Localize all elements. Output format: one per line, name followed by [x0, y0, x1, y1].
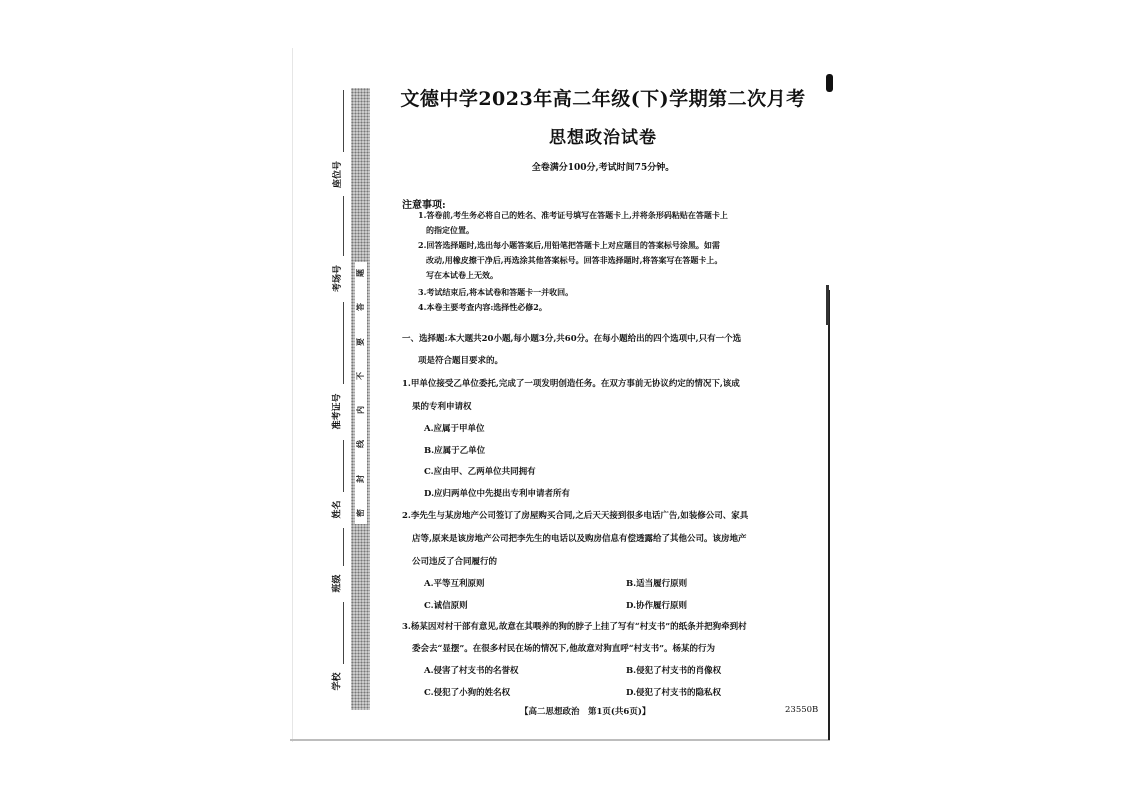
exam-code: 23550B: [785, 705, 819, 715]
scan-artifact-edge-mark: [826, 285, 829, 325]
seal-char: 要: [356, 337, 365, 346]
notice-line: 的指定位置。: [426, 225, 474, 235]
question-1-stem: 1.甲单位接受乙单位委托,完成了一项发明创造任务。在双方事前无协议约定的情况下,该成: [402, 379, 740, 389]
section-heading-cont: 项是符合题目要求的。: [418, 356, 504, 366]
exam-title: 文德中学2023年高二年级(下)学期第二次月考: [400, 88, 806, 110]
page-footer: 【高二思想政治 第1页(共6页)】: [520, 707, 651, 717]
seal-char: 内: [356, 406, 365, 415]
seal-char: 答: [356, 303, 365, 312]
admission-number-label: 准考证号: [332, 392, 343, 430]
question-2-option-b: B.适当履行原则: [626, 579, 688, 589]
notice-line: 4.本卷主要考查内容:选择性必修2。: [418, 302, 547, 312]
seal-line-text: [355, 262, 367, 524]
question-2-stem-cont: 店等,原来是该房地产公司把李先生的电话以及购房信息有偿透露给了其他公司。该房地产: [412, 534, 747, 544]
question-3-option-c: C.侵犯了小狗的姓名权: [424, 688, 511, 698]
notice-item-4: [418, 300, 818, 315]
seat-number-label: 座位号: [332, 160, 343, 188]
exam-info: 全卷满分100分,考试时间75分钟。: [531, 163, 675, 173]
notice-line: 1.答卷前,考生务必将自己的姓名、准考证号填写在答题卡上,并将条形码粘贴在答题卡上: [418, 210, 728, 220]
question-2-option-d: D.协作履行原则: [626, 601, 688, 611]
question-2-option-a: A.平等互利原则: [424, 579, 485, 589]
admission-number-field: [343, 302, 344, 384]
school-label: 学校: [332, 671, 343, 691]
exam-room-label: 考场号: [332, 264, 343, 292]
question-1-option-a: A.应属于甲单位: [424, 424, 485, 434]
question-3-stem-cont: 委会去“显摆”。在很多村民在场的情况下,他故意对狗直呼“村支书”。杨某的行为: [412, 644, 716, 654]
notice-heading: 注意事项:: [402, 200, 446, 211]
notice-line: 2.回答选择题时,选出每小题答案后,用铅笔把答题卡上对应题目的答案标号涂黑。如需: [418, 240, 720, 250]
scan-artifact-line: [290, 739, 830, 741]
question-2-stem-cont: 公司违反了合同履行的: [412, 557, 498, 567]
seal-char: 封: [356, 474, 365, 483]
seal-char: 线: [356, 440, 365, 449]
exam-room-field: [343, 196, 344, 256]
scan-artifact-edge: [828, 290, 830, 740]
notice-line: 写在本试卷上无效。: [426, 270, 498, 280]
notice-item-1: [418, 208, 818, 238]
question-3-option-b: B.侵犯了村支书的肖像权: [626, 666, 722, 676]
seal-char: 不: [356, 371, 365, 380]
section-heading: 一、选择题:本大题共20小题,每小题3分,共60分。在每小题给出的四个选项中,只有一个选: [402, 334, 742, 344]
notice-line: 改动,用橡皮擦干净后,再选涂其他答案标号。回答非选择题时,将答案写在答题卡上。: [426, 255, 723, 265]
question-3-option-d: D.侵犯了村支书的隐私权: [626, 688, 722, 698]
seal-char: 密: [356, 508, 365, 517]
question-3-option-a: A.侵害了村支书的名誉权: [424, 666, 519, 676]
name-field: [343, 440, 344, 492]
notice-line: 3.考试结束后,将本试卷和答题卡一并收回。: [418, 287, 574, 297]
question-2-stem: 2.李先生与某房地产公司签订了房屋购买合同,之后天天接到很多电话广告,如装修公司、家具: [402, 511, 749, 521]
class-field: [343, 528, 344, 566]
question-1-stem-cont: 果的专利申请权: [412, 402, 472, 412]
class-label: 班级: [332, 573, 343, 593]
name-label: 姓名: [332, 499, 343, 519]
question-3-stem: 3.杨某因对村干部有意见,故意在其喂养的狗的脖子上挂了写有“村支书”的纸条并把狗牵到村: [402, 622, 747, 632]
seal-char: 题: [356, 269, 365, 277]
question-2-option-c: C.诚信原则: [424, 601, 468, 611]
notice-item-3: [418, 285, 818, 300]
exam-page: [292, 48, 832, 742]
question-1-option-d: D.应归两单位中先提出专利申请者所有: [424, 489, 571, 499]
question-1-option-b: B.应属于乙单位: [424, 446, 486, 456]
page-edge: [292, 48, 293, 742]
notice-item-2: [418, 238, 818, 283]
exam-subject-title: 思想政治试卷: [549, 128, 657, 148]
school-field: [343, 602, 344, 664]
question-1-option-c: C.应由甲、乙两单位共同拥有: [424, 467, 536, 477]
seat-number-field: [343, 90, 344, 152]
